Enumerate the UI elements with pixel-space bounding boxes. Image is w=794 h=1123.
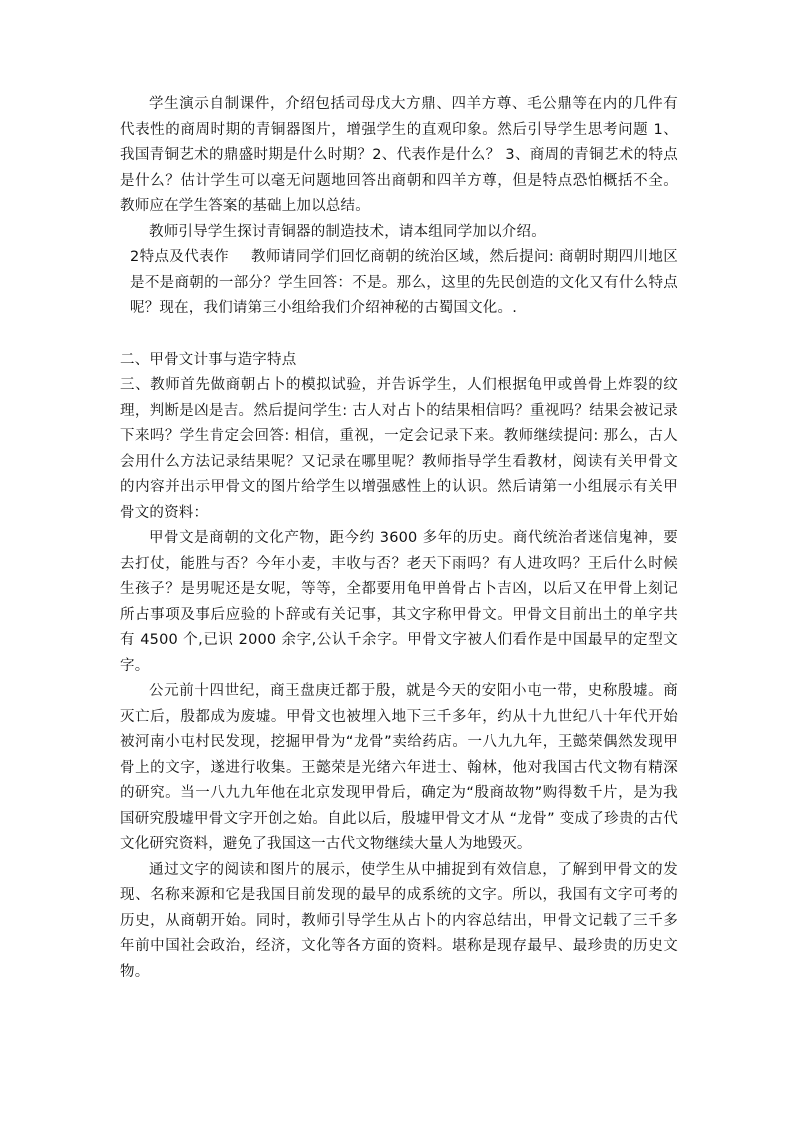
subpoint-label: 2特点及代表作 (130, 249, 229, 265)
section-spacer (120, 322, 678, 348)
paragraph-features-and-works (120, 245, 678, 322)
paragraph-yinxu-discovery: 公元前十四世纪，商王盘庚迁都于殷，就是今天的安阳小屯一带，史称殷墟。商灭亡后，殷都成为废墟。甲骨文也被埋入地下三千多年，约从十九世纪八十年代开始被河南小屯村民发现，挖掘甲骨为“龙骨”卖给药店。一八九九年，王懿荣偶然发现甲骨上的文字，遂进行收集。王懿荣是光绪六年进士、翰林，他对我国古代文物有精深的研究。当一八九九年他在北京发现甲骨后，确定为“殷商故物”购得数千片，是为我国研究殷墟甲骨文字开创之始。自此以后，殷墟甲骨文才从 “龙骨” 变成了珍贵的古代文化研究资料，避免了我国这一古代文物继续大量人为地毁灭。 (120, 683, 678, 852)
paragraph-oracle-bone-intro: 甲骨文是商朝的文化产物，距今约 3600 多年的历史。商代统治者迷信鬼神，要去打仗，能胜与否？今年小麦，丰收与否？老天下雨吗？有人进攻吗？王后什么时候生孩子？是男呢还是女呢，等等，全都要用龟甲兽骨占卜吉凶，以后又在甲骨上刻记所占事项及事后应验的卜辞或有关记事，其文字称甲骨文。甲骨文目前出土的单字共有 4500 个,已识 2000 余字,公认千余字。甲骨文字被人们看作是中国最早的定型文字。 (120, 530, 678, 674)
paragraph-divination-experiment: 三、教师首先做商朝占卜的模拟试验，并告诉学生，人们根据龟甲或兽骨上炸裂的纹理，判断是凶是吉。然后提问学生: 古人对占卜的结果相信吗？重视吗？结果会被记录下来吗？学生肯定会回答: 相信，重视，一定会记录下来。教师继续提问: 那么，古人会用什么方法记录结果呢？又记录在哪里呢？教师指导学生看教材，阅读有关甲骨文的内容并出示甲骨文的图片给学生以增强感性上的认识。然后请第一小组展示有关甲骨文的资料： (120, 377, 678, 521)
paragraph-bronze-courseware: 学生演示自制课件，介绍包括司母戊大方鼎、四羊方尊、毛公鼎等在内的几件有代表性的商周时期的青铜器图片，增强学生的直观印象。然后引导学生思考问题 1、我国青铜艺术的鼎盛时期是什么时期？2、代表作是什么？ 3、商周的青铜艺术的特点是什么？估计学生可以毫无问题地回答出商朝和四羊方尊，但是特点恐怕概括不全。教师应在学生答案的基础上加以总结。 (120, 96, 678, 214)
paragraph-summary: 通过文字的阅读和图片的展示，使学生从中捕捉到有效信息，了解到甲骨文的发现、名称来源和它是我国目前发现的最早的成系统的文字。所以，我国有文字可考的历史，从商朝开始。同时，教师引导学生从占卜的内容总结出，甲骨文记载了三千多年前中国社会政治，经济，文化等各方面的资料。堪称是现存最早、最珍贵的历史文物。 (120, 861, 678, 980)
document-body (120, 92, 678, 985)
section-heading-oracle-bone: 二、甲骨文计事与造字特点 (120, 351, 297, 368)
paragraph-bronze-technique: 教师引导学生探讨青铜器的制造技术，请本组同学加以介绍。 (149, 223, 546, 240)
subpoint-text: 教师请同学们回忆商朝的统治区域，然后提问: 商朝时期四川地区是不是商朝的一部分？学生回答：不是。那么，这里的先民创造的文化又有什么特点呢？现在，我们请第三小组给我们介绍神秘的古蜀国文化。. (130, 249, 678, 316)
